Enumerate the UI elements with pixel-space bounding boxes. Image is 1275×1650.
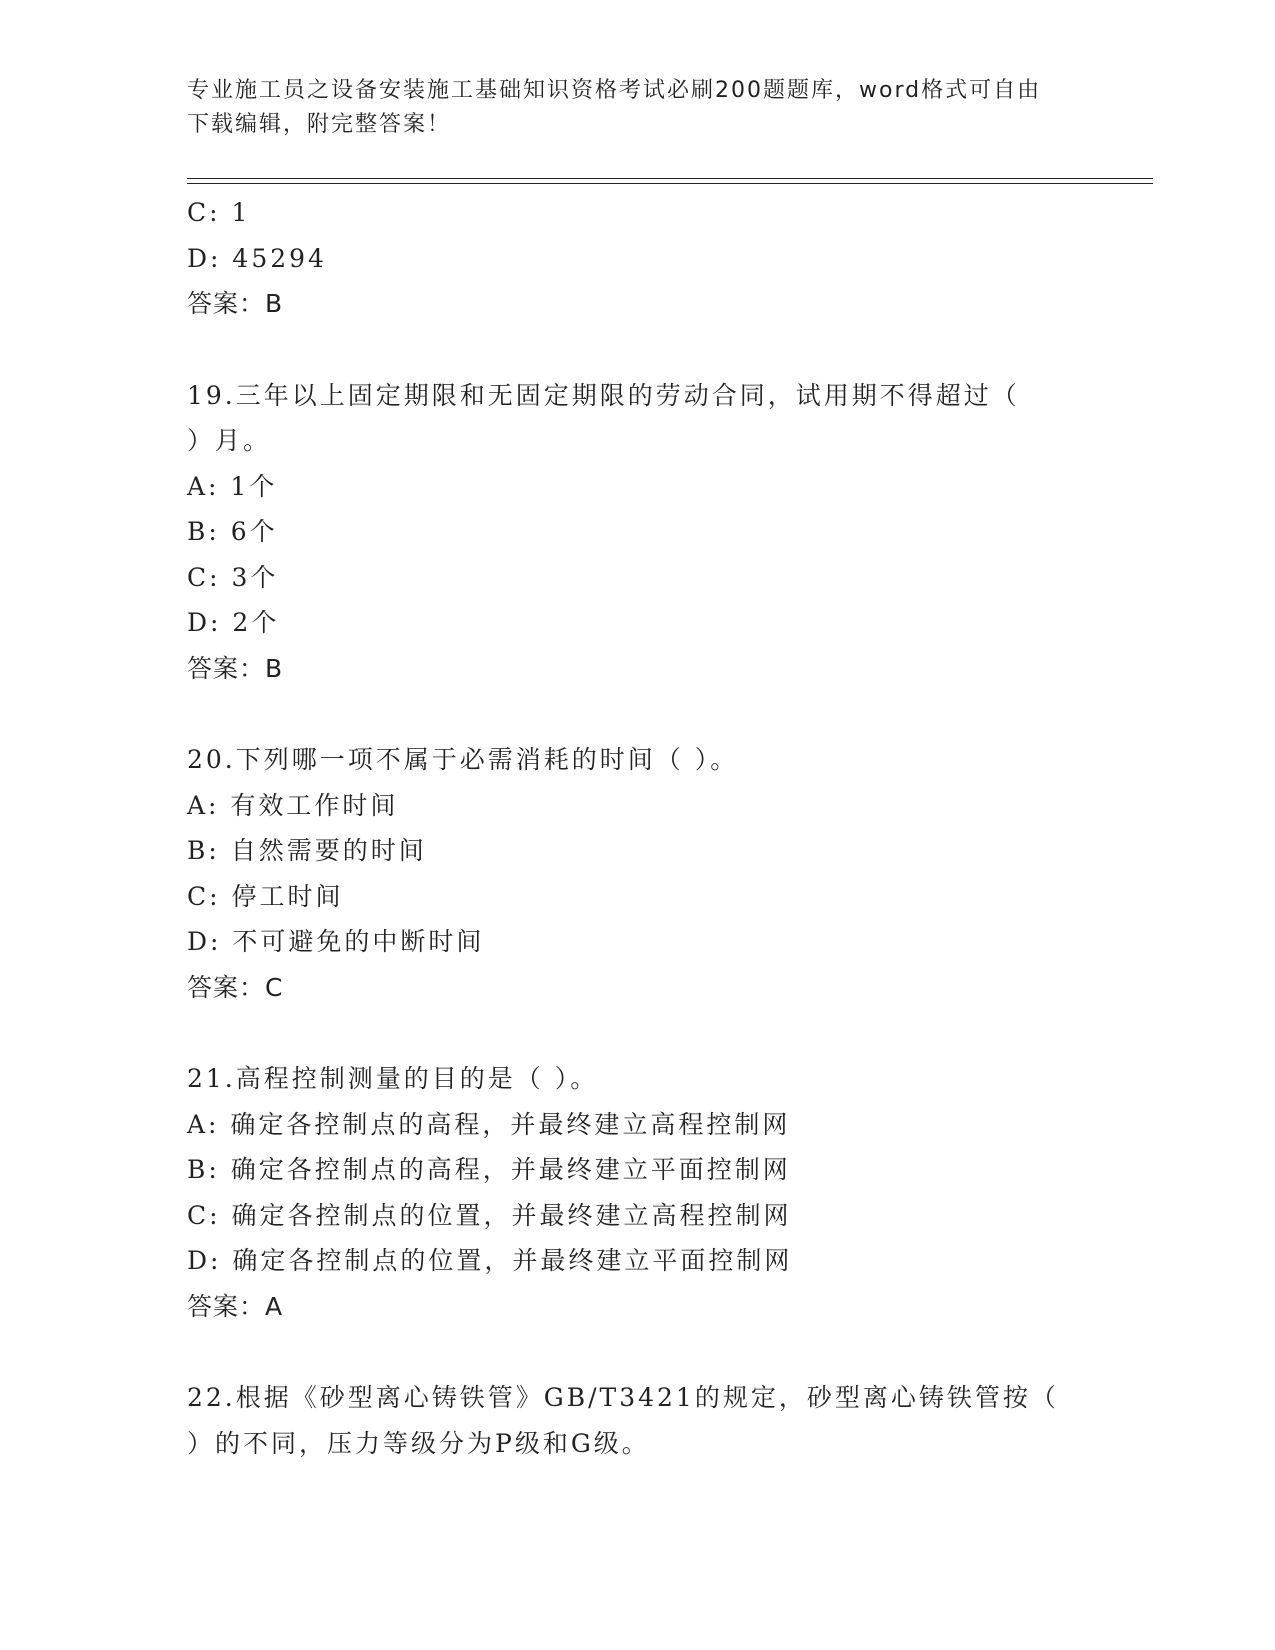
q19-option-d: D: 2个 <box>187 608 280 637</box>
q21-option-a: A: 确定各控制点的高程，并最终建立高程控制网 <box>187 1109 791 1139</box>
q20-answer: 答案：C <box>187 972 284 1002</box>
q20-option-b: B: 自然需要的时间 <box>187 836 427 865</box>
q19-option-c: C: 3个 <box>187 562 279 592</box>
q19-stem-line-2: ）月。 <box>187 426 272 455</box>
document-header <box>187 74 1087 142</box>
q18-option-d: D: 45294 <box>187 243 327 273</box>
q21-option-d: D: 确定各控制点的位置，并最终建立平面控制网 <box>187 1246 793 1275</box>
q20-option-d: D: 不可避免的中断时间 <box>187 927 485 956</box>
q20-option-c: C: 停工时间 <box>187 881 344 911</box>
q22-stem-line-2: ）的不同，压力等级分为P级和G级。 <box>187 1428 650 1458</box>
q20-stem-line-1: 20.下列哪一项不属于必需消耗的时间（ ）。 <box>187 745 739 774</box>
q19-option-a: A: 1个 <box>187 471 278 501</box>
q20-option-a: A: 有效工作时间 <box>187 790 399 820</box>
q21-option-b: B: 确定各控制点的高程，并最终建立平面控制网 <box>187 1155 791 1184</box>
header-divider-bottom <box>187 183 1153 184</box>
q19-answer: 答案：B <box>187 653 284 683</box>
q21-option-c: C: 确定各控制点的位置，并最终建立高程控制网 <box>187 1200 792 1230</box>
q18-answer: 答案：B <box>187 289 284 318</box>
q19-option-b: B: 6个 <box>187 517 278 546</box>
q21-stem-line-1: 21.高程控制测量的目的是（ ）。 <box>187 1064 599 1093</box>
q21-answer: 答案：A <box>187 1291 284 1321</box>
header-line-1: 专业施工员之设备安装施工基础知识资格考试必刷200题题库，word格式可自由 <box>187 78 1042 103</box>
q19-stem-line-1: 19.三年以上固定期限和无固定期限的劳动合同，试用期不得超过（ <box>187 380 1020 410</box>
q18-option-c: C: 1 <box>187 198 251 227</box>
header-divider-top <box>187 178 1153 179</box>
q22-stem-line-1: 22.根据《砂型离心铸铁管》GB/T3421的规定，砂型离心铸铁管按（ <box>187 1383 1059 1412</box>
document-body <box>187 190 1087 1466</box>
header-line-2: 下载编辑，附完整答案！ <box>187 112 452 137</box>
